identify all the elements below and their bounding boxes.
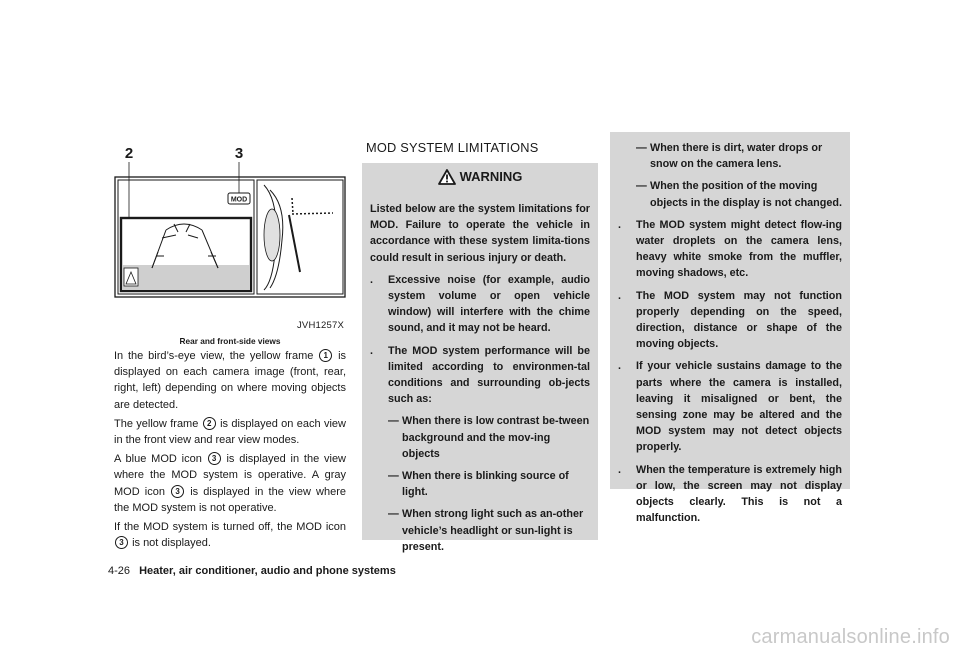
figure-caption: Rear and front-side views [179, 336, 281, 346]
warning-bullet [362, 272, 598, 337]
dash-mark: — [388, 415, 399, 428]
warning-heading-text: WARNING [459, 169, 523, 184]
warning-intro: Listed below are the system limitations for MOD. Failure to operate the vehicle in accordance with these system limita-tions could result in serious injury or death. [370, 203, 590, 264]
warning-subitem [610, 140, 850, 172]
callout-3: 3 [234, 145, 244, 162]
bullet-text: If your vehicle sustains damage to the parts where the camera is installed, leaving it misaligned or bent, the sensing zone may be altered and the MOD system may not detect objects properly. [636, 360, 842, 454]
camera-display-illustration [114, 140, 346, 336]
bullet-text: When the temperature is extremely high or low, the screen may not display objects clearly. This is not a malfunction. [636, 463, 842, 525]
camera-display-figure [114, 140, 346, 348]
bullet-mark: . [618, 463, 621, 476]
bullet-mark: . [618, 289, 621, 302]
paragraph-birds-eye [114, 348, 346, 413]
warning-subitem [362, 413, 598, 462]
p3-text-c: is displayed in the view where the MOD system is not operative. [114, 485, 346, 514]
warning-box-continued [610, 132, 850, 525]
paragraph-mod-off [114, 519, 346, 551]
page-number: 4-26 [108, 565, 131, 577]
bullet-text: The MOD system might detect flow-ing water droplets on the camera lens, heavy white smoke from the muffler, moving shadows, etc. [636, 218, 842, 280]
p1-text-b: is displayed on each camera image (front, rear, right, left) depending on where moving objects are detected. [114, 350, 347, 411]
callout-circle-3a: 3 [208, 452, 221, 465]
bullet-text: The MOD system may not function properly depending on the speed, direction, distance or shape of the moving objects. [636, 289, 842, 351]
warning-bullet [610, 217, 850, 282]
subitem-text: When the position of the moving objects in the display is not changed. [650, 180, 842, 209]
callout-2: 2 [124, 145, 134, 162]
p3-text-a: A blue MOD icon [114, 453, 202, 466]
paragraph-mod-icon [114, 451, 346, 516]
bullet-mark: . [618, 218, 621, 231]
bullet-text: The MOD system performance will be limited according to environmen-tal conditions and surrounding ob-jects such as: [388, 344, 590, 406]
section-title: MOD SYSTEM LIMITATIONS [366, 140, 539, 155]
bullet-mark: . [370, 344, 373, 357]
subitem-text: When there is dirt, water drops or snow on the camera lens. [650, 142, 823, 171]
p2-text-a: The yellow frame [114, 417, 199, 430]
warning-bullet [610, 462, 850, 527]
p1-text-a: In the bird’s-eye view, the yellow frame [114, 350, 314, 362]
bullet-mark: . [618, 360, 621, 373]
paragraph-yellow-frame [114, 416, 346, 448]
mod-icon-label: MOD [230, 196, 248, 204]
dash-mark: — [388, 470, 399, 483]
watermark: carmanualsonline.info [751, 626, 950, 648]
subitem-text: When strong light such as an-other vehicle’s headlight or sun-light is present. [402, 508, 584, 553]
bullet-mark: . [370, 273, 373, 286]
p2-text-b: is displayed on each view in the front view and rear view modes. [114, 417, 346, 447]
p4-text-b: is not displayed. [132, 537, 211, 550]
warning-bullet [362, 343, 598, 408]
warning-heading [362, 163, 598, 191]
p3-text-b: is displayed in the view where the MOD system is operative. A gray MOD icon [114, 453, 346, 498]
warning-box [362, 163, 598, 553]
warning-triangle-icon [438, 169, 456, 185]
footer-section-title: Heater, air conditioner, audio and phone systems [139, 565, 396, 577]
figure-code: JVH1257X [296, 320, 344, 331]
subitem-text: When there is blinking source of light. [402, 470, 569, 499]
warning-subitem [362, 468, 598, 500]
subitem-text: When there is low contrast be-tween background and the mov-ing objects [402, 415, 590, 460]
callout-circle-1: 1 [319, 349, 332, 362]
callout-circle-3b: 3 [171, 485, 184, 498]
dash-mark: — [636, 142, 647, 154]
page-footer [108, 565, 396, 577]
callout-circle-3c: 3 [115, 536, 128, 549]
bullet-text: Excessive noise (for example, audio system volume or open vehicle window) will interfere with the chime sound, and it may not be heard. [388, 273, 590, 335]
warning-subitem [610, 178, 850, 210]
p4-text-a: If the MOD system is turned off, the MOD icon [114, 521, 346, 534]
warning-bullet [610, 288, 850, 353]
warning-subitem [362, 506, 598, 555]
left-column [114, 140, 346, 554]
dash-mark: — [388, 508, 399, 521]
callout-circle-2: 2 [203, 417, 216, 430]
dash-mark: — [636, 180, 647, 193]
warning-bullet [610, 358, 850, 455]
